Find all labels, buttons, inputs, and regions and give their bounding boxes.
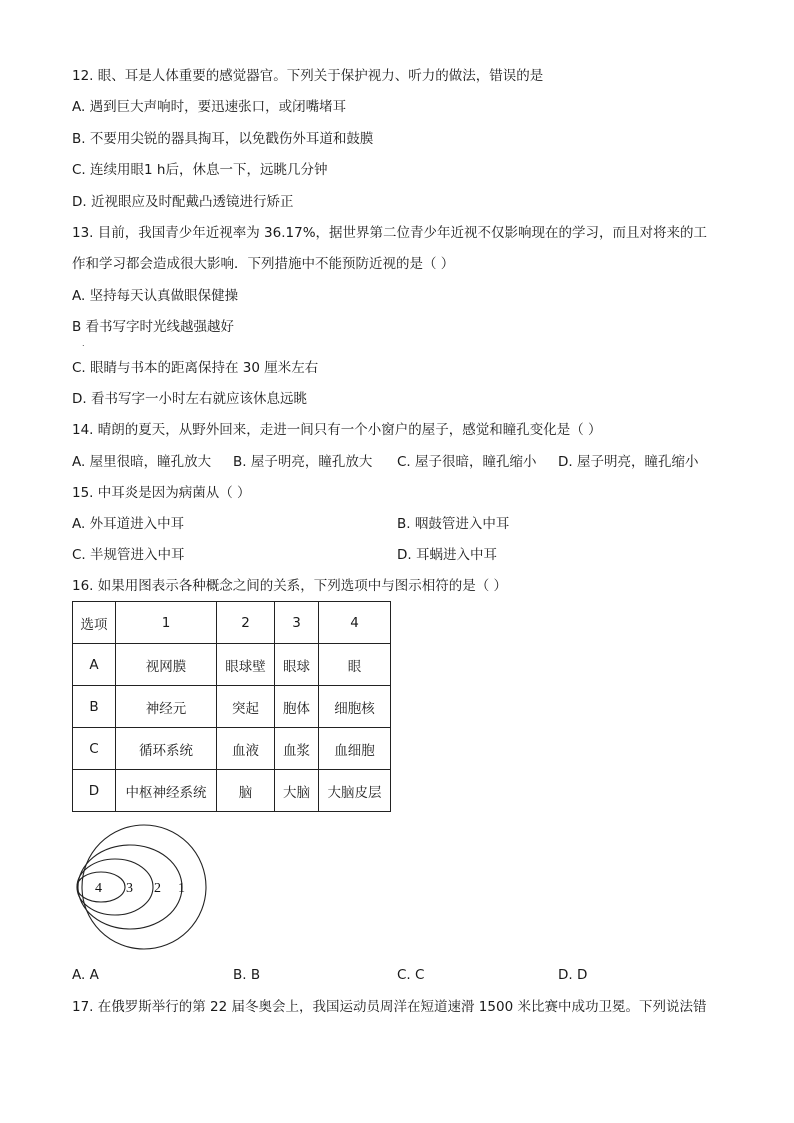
stray-mark: . [82,339,85,348]
q13-stem-line1: 13. 目前，我国青少年近视率为 36.17%，据世界第二位青少年近视不仅影响现在的学习，而且对将来的工 [72,225,708,241]
table-cell: 血细胞 [319,728,391,770]
q13-option-a: A. 坚持每天认真做眼保健操 [72,288,239,304]
q12-option-b: B. 不要用尖锐的器具掏耳，以免戳伤外耳道和鼓膜 [72,131,374,147]
table-cell: 中枢神经系统 [116,770,217,812]
table-cell: 突起 [217,686,275,728]
q15-option-a: A. 外耳道进入中耳 [72,516,185,532]
table-header-cell: 4 [319,602,391,644]
table-cell: 眼 [319,644,391,686]
q12-option-d: D. 近视眼应及时配戴凸透镜进行矫正 [72,194,294,210]
table-cell: 血液 [217,728,275,770]
q16-answer-b: B. B [233,967,261,983]
q13-option-c: C. 眼睛与书本的距离保持在 30 厘米左右 [72,360,319,376]
table-header-cell: 选项 [73,602,116,644]
q15-option-c: C. 半规管进入中耳 [72,547,185,563]
label-1: 1 [178,881,185,896]
table-cell: 大脑皮层 [319,770,391,812]
q14-option-b: B. 屋子明亮，瞳孔放大 [233,454,373,470]
q14-option-c: C. 屋子很暗，瞳孔缩小 [397,454,537,470]
table-row [73,728,391,770]
table-cell: 循环系统 [116,728,217,770]
q13-stem-line2: 作和学习都会造成很大影响．下列措施中不能预防近视的是（ ） [72,256,455,272]
q16-stem: 16. 如果用图表示各种概念之间的关系，下列选项中与图示相符的是（ ） [72,578,508,594]
table-cell: 眼球 [275,644,319,686]
table-cell: 胞体 [275,686,319,728]
table-cell: 脑 [217,770,275,812]
table-row [73,686,391,728]
label-2: 2 [154,881,161,896]
q12-option-a: A. 遇到巨大声响时，要迅速张口，或闭嘴堵耳 [72,99,347,115]
table-cell: B [73,686,116,728]
q16-answer-c: C. C [397,967,425,983]
table-row [73,644,391,686]
q15-stem: 15. 中耳炎是因为病菌从（ ） [72,485,251,501]
q16-options-table [72,601,391,812]
table-cell: 眼球壁 [217,644,275,686]
q15-option-d: D. 耳蜗进入中耳 [397,547,497,563]
table-row [73,770,391,812]
table-cell: A [73,644,116,686]
table-cell: 视网膜 [116,644,217,686]
table-cell: D [73,770,116,812]
q14-option-a: A. 屋里很暗，瞳孔放大 [72,454,212,470]
table-header-cell: 1 [116,602,217,644]
q12-option-c: C. 连续用眼1 h后，休息一下，远眺几分钟 [72,162,328,178]
table-cell: 血浆 [275,728,319,770]
table-cell: C [73,728,116,770]
table-cell: 细胞核 [319,686,391,728]
q15-option-b: B. 咽鼓管进入中耳 [397,516,510,532]
table-header-cell: 2 [217,602,275,644]
ellipse-3 [77,859,153,915]
label-3: 3 [126,881,133,896]
table-header-cell: 3 [275,602,319,644]
q13-option-b: B 看书写字时光线越强越好 [72,319,235,335]
label-4: 4 [95,881,102,896]
q14-stem: 14. 晴朗的夏天，从野外回来，走进一间只有一个小窗户的屋子，感觉和瞳孔变化是（ ） [72,422,602,438]
nested-ellipses-diagram [74,823,214,951]
q12-stem: 12. 眼、耳是人体重要的感觉器官。下列关于保护视力、听力的做法，错误的是 [72,68,544,84]
q16-answer-a: A. A [72,967,99,983]
q13-option-d: D. 看书写字一小时左右就应该休息远眺 [72,391,307,407]
q16-answer-d: D. D [558,967,588,983]
q17-stem: 17. 在俄罗斯举行的第 22 届冬奥会上，我国运动员周洋在短道速滑 1500 米比赛中成功卫冕。下列说法错 [72,999,707,1015]
table-cell: 大脑 [275,770,319,812]
q14-option-d: D. 屋子明亮，瞳孔缩小 [558,454,699,470]
table-cell: 神经元 [116,686,217,728]
table-header-row [73,602,391,644]
